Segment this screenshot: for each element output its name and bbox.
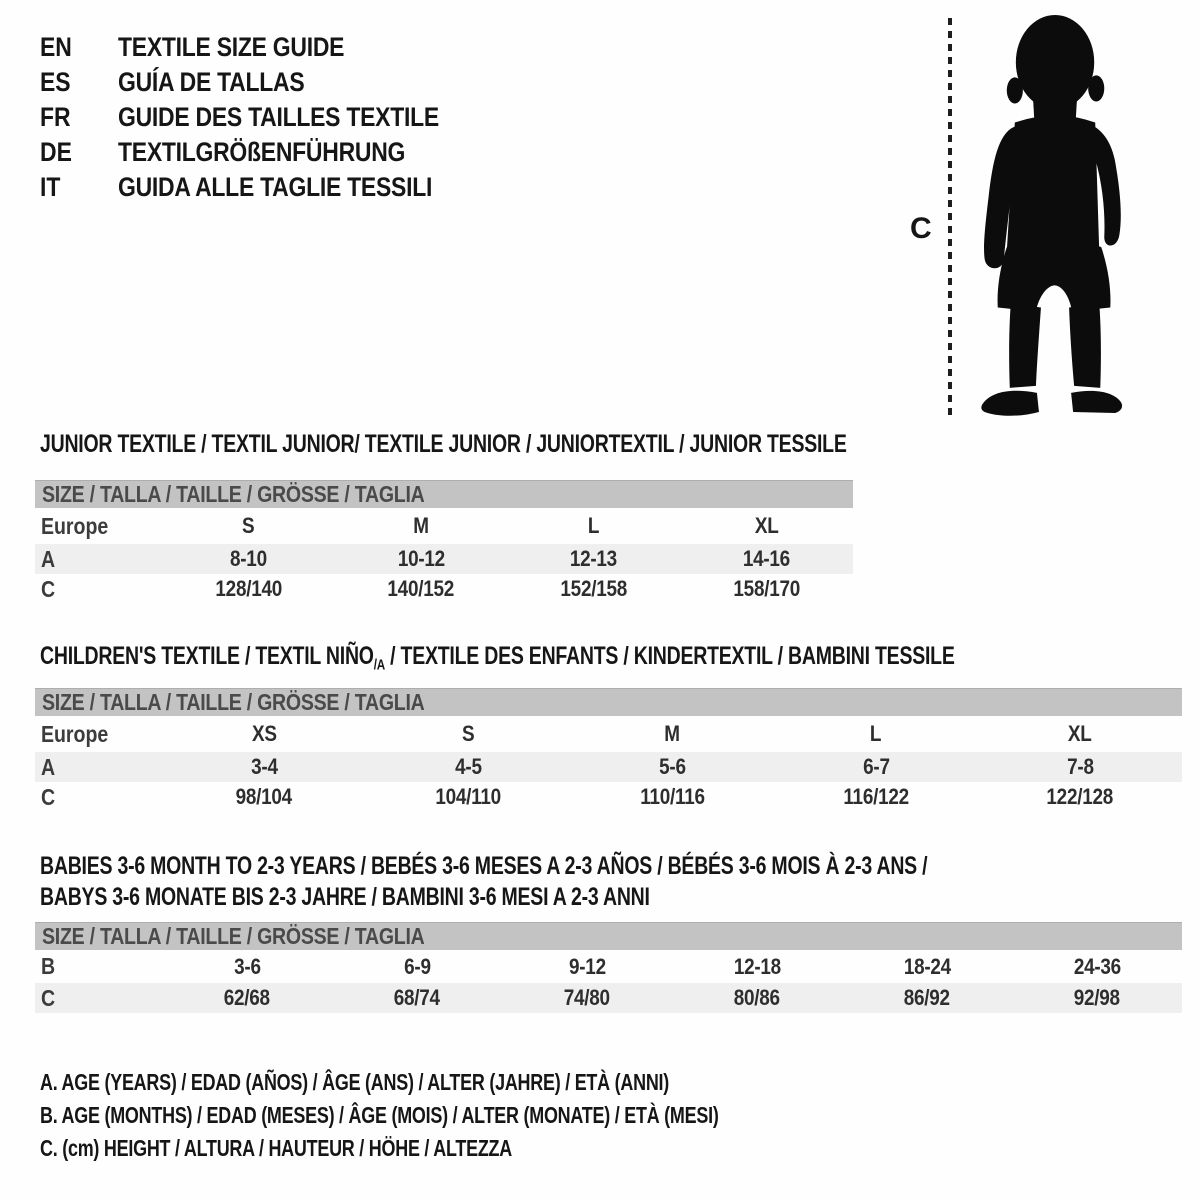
babies-months-4: 12-18 xyxy=(733,953,781,979)
junior-row-age xyxy=(35,544,853,574)
babies-months-3: 9-12 xyxy=(568,953,606,979)
language-code-es: ES xyxy=(40,67,71,97)
children-size-xs: XS xyxy=(251,721,277,746)
language-row-it xyxy=(40,170,496,205)
babies-height-4: 80/86 xyxy=(733,985,781,1010)
language-code-it: IT xyxy=(40,172,61,202)
junior-row-height xyxy=(35,574,853,604)
babies-height-2: 68/74 xyxy=(393,985,441,1010)
children-title-pre: CHILDREN'S TEXTILE / TEXTIL NIÑO xyxy=(40,642,374,670)
children-size-l: L xyxy=(870,721,882,746)
height-measure-figure xyxy=(890,8,1180,432)
junior-row-europe-label: Europe xyxy=(40,512,109,539)
junior-size-m: M xyxy=(413,513,429,538)
children-size-header-text: SIZE / TALLA / TAILLE / GRÖSSE / TAGLIA xyxy=(42,689,425,715)
babies-height-3: 74/80 xyxy=(563,985,611,1010)
children-size-s: S xyxy=(461,721,475,746)
junior-section-title-text: JUNIOR TEXTILE / TEXTIL JUNIOR/ TEXTILE JUNIOR / JUNIORTEXTIL / JUNIOR TESSILE xyxy=(40,430,847,458)
babies-row-months xyxy=(35,950,1182,983)
junior-row-europe xyxy=(35,508,853,544)
height-measure-label: C xyxy=(910,212,932,245)
children-size-xl: XL xyxy=(1068,721,1092,746)
legend-age-years-text: A. AGE (YEARS) / EDAD (AÑOS) / ÂGE (ANS) / ALTER (JAHRE) / ETÀ (ANNI) xyxy=(40,1069,670,1095)
babies-months-6: 24-36 xyxy=(1073,953,1121,979)
children-size-m: M xyxy=(664,721,680,746)
junior-size-header-band xyxy=(35,480,853,508)
measure-legend xyxy=(40,1066,910,1165)
children-height-m: 110/116 xyxy=(639,784,705,809)
babies-title-line1: BABIES 3-6 MONTH TO 2-3 YEARS / BEBÉS 3-6 MESES A 2-3 AÑOS / BÉBÉS 3-6 MOIS À 2-3 ANS / xyxy=(40,852,928,880)
babies-row-months-label: B xyxy=(40,953,56,979)
children-age-m: 5-6 xyxy=(658,754,686,779)
junior-age-s: 8-10 xyxy=(229,546,267,571)
legend-height-cm xyxy=(40,1132,910,1165)
children-age-l: 6-7 xyxy=(862,754,890,779)
children-height-xs: 98/104 xyxy=(235,784,293,809)
junior-age-xl: 14-16 xyxy=(743,546,791,571)
children-row-europe-label: Europe xyxy=(40,720,109,747)
babies-height-1: 62/68 xyxy=(223,985,271,1010)
junior-age-l: 12-13 xyxy=(570,546,618,571)
junior-section-title xyxy=(40,429,1074,460)
children-title-post: / TEXTILE DES ENFANTS / KINDERTEXTIL / BAMBINI TESSILE xyxy=(384,642,955,670)
children-row-europe xyxy=(35,716,1182,752)
guide-title-it: GUIDA ALLE TAGLIE TESSILI xyxy=(118,172,433,202)
height-dashed-line xyxy=(948,18,952,420)
children-height-xl: 122/128 xyxy=(1046,784,1114,809)
babies-title-line2: BABYS 3-6 MONATE BIS 2-3 JAHRE / BAMBINI 3-6 MESI A 2-3 ANNI xyxy=(40,883,650,911)
legend-age-months-text: B. AGE (MONTHS) / EDAD (MESES) / ÂGE (MOIS) / ALTER (MONATE) / ETÀ (MESI) xyxy=(40,1102,719,1128)
children-size-header-band xyxy=(35,688,1182,716)
children-row-age-label: A xyxy=(40,753,56,780)
guide-title-de: TEXTILGRÖßENFÜHRUNG xyxy=(118,137,406,167)
language-row-es xyxy=(40,65,496,100)
junior-size-table xyxy=(35,480,853,604)
children-row-height-label: C xyxy=(40,783,56,810)
toddler-silhouette-icon xyxy=(954,10,1146,420)
guide-title-en: TEXTILE SIZE GUIDE xyxy=(118,32,345,62)
language-row-de xyxy=(40,135,496,170)
junior-height-xl: 158/170 xyxy=(733,576,800,601)
children-age-s: 4-5 xyxy=(454,754,482,779)
junior-size-s: S xyxy=(242,513,255,538)
language-row-fr xyxy=(40,100,496,135)
legend-age-years xyxy=(40,1066,910,1099)
junior-row-height-label: C xyxy=(40,575,56,602)
children-height-l: 116/122 xyxy=(843,784,909,809)
junior-size-l: L xyxy=(588,513,600,538)
babies-row-height xyxy=(35,983,1182,1013)
babies-height-6: 92/98 xyxy=(1073,985,1121,1010)
junior-size-xl: XL xyxy=(754,513,779,538)
children-size-table xyxy=(35,688,1182,812)
babies-height-5: 86/92 xyxy=(903,985,951,1010)
babies-months-5: 18-24 xyxy=(903,953,951,979)
legend-age-months xyxy=(40,1099,910,1132)
legend-height-cm-text: C. (cm) HEIGHT / ALTURA / HAUTEUR / HÖHE / ALTEZZA xyxy=(40,1135,512,1161)
junior-height-m: 140/152 xyxy=(387,576,455,601)
children-age-xl: 7-8 xyxy=(1066,754,1094,779)
language-code-en: EN xyxy=(40,32,72,62)
babies-months-1: 3-6 xyxy=(233,953,261,979)
babies-months-2: 6-9 xyxy=(403,953,431,979)
children-age-xs: 3-4 xyxy=(250,754,278,779)
junior-age-m: 10-12 xyxy=(397,546,445,571)
junior-height-s: 128/140 xyxy=(215,576,282,601)
junior-height-l: 152/158 xyxy=(560,576,628,601)
babies-section-title xyxy=(40,851,1178,913)
children-row-height xyxy=(35,782,1182,812)
language-code-de: DE xyxy=(40,137,72,167)
guide-title-fr: GUIDE DES TAILLES TEXTILE xyxy=(118,102,439,132)
children-height-s: 104/110 xyxy=(435,784,501,809)
children-title-sub: /A xyxy=(373,656,385,674)
babies-row-height-label: C xyxy=(40,984,56,1011)
babies-size-header-band xyxy=(35,922,1182,950)
guide-title-es: GUÍA DE TALLAS xyxy=(118,67,305,97)
children-section-title xyxy=(40,641,1200,680)
babies-size-table xyxy=(35,922,1182,1013)
language-title-list xyxy=(40,30,496,205)
junior-row-age-label: A xyxy=(40,545,56,572)
babies-size-header-text: SIZE / TALLA / TAILLE / GRÖSSE / TAGLIA xyxy=(42,923,425,949)
children-row-age xyxy=(35,752,1182,782)
language-row-en xyxy=(40,30,496,65)
language-code-fr: FR xyxy=(40,102,71,132)
children-section-title-text xyxy=(40,641,955,680)
junior-size-header-text: SIZE / TALLA / TAILLE / GRÖSSE / TAGLIA xyxy=(42,481,425,507)
